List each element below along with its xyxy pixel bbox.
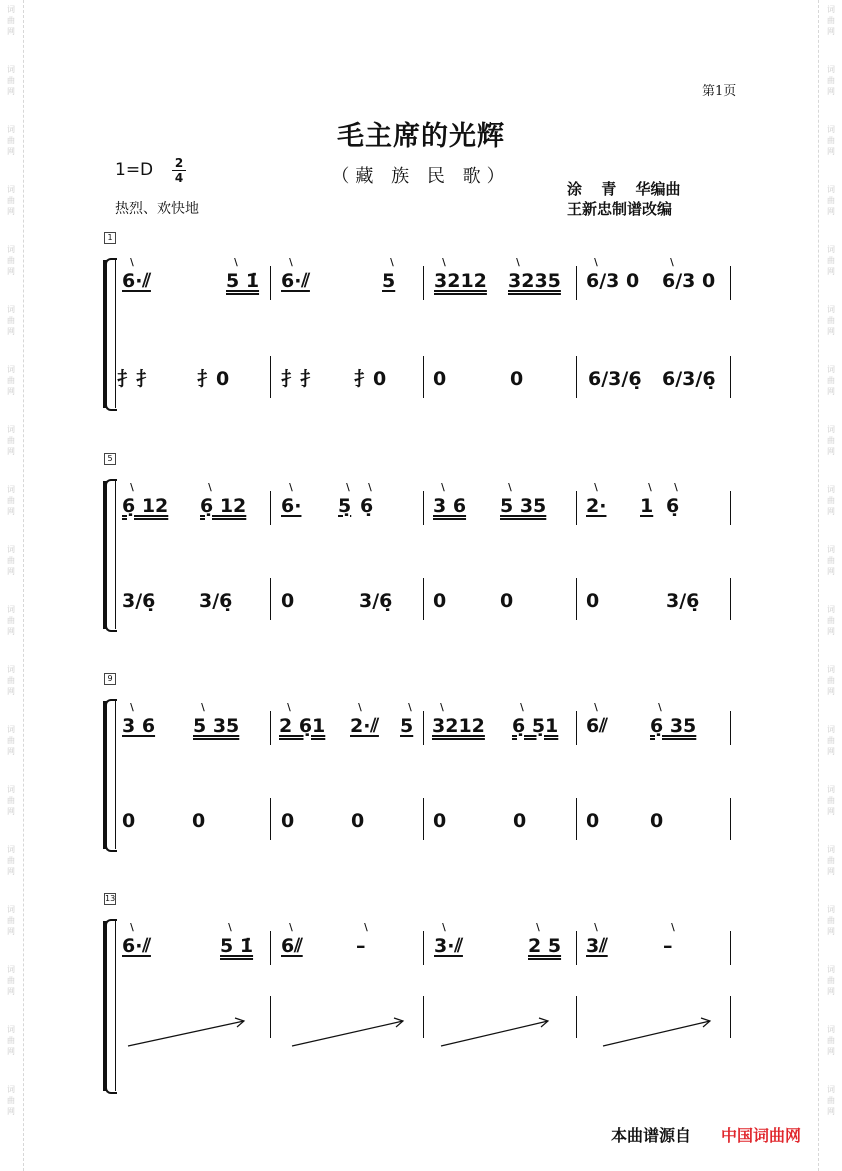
watermark-glyph: 网 bbox=[7, 147, 15, 156]
watermark-glyph: 词 bbox=[827, 1085, 835, 1094]
watermark-glyph: 词 bbox=[7, 485, 15, 494]
time-signature-bottom: 4 bbox=[174, 171, 184, 185]
watermark-glyph: 网 bbox=[7, 567, 15, 576]
articulation-mark: ﹨ bbox=[504, 479, 517, 493]
articulation-mark: ﹨ bbox=[670, 479, 683, 493]
upper-part-note: 6·⫽ bbox=[122, 935, 151, 957]
watermark-glyph: 曲 bbox=[7, 856, 15, 865]
watermark-glyph: 曲 bbox=[7, 916, 15, 925]
upper-part-note: 5 bbox=[382, 270, 396, 292]
watermark-glyph: 网 bbox=[827, 627, 835, 636]
upper-part-note: 3⫽ bbox=[586, 935, 608, 957]
watermark-glyph: 词 bbox=[827, 485, 835, 494]
watermark-glyph: 网 bbox=[7, 207, 15, 216]
lower-part-note: 3/6̣ bbox=[122, 590, 156, 612]
upper-part-note: 6̣ 5̣1 bbox=[512, 715, 559, 737]
page-number: 第1页 bbox=[702, 84, 737, 99]
lower-part-note: 0 bbox=[513, 810, 527, 832]
watermark-glyph: 曲 bbox=[827, 1096, 835, 1105]
watermark-glyph: 曲 bbox=[827, 496, 835, 505]
watermark-glyph: 词 bbox=[7, 725, 15, 734]
footer-site-name: 中国词曲网 bbox=[721, 1126, 802, 1145]
watermark-glyph: 词 bbox=[827, 1025, 835, 1034]
measure-number: 9 bbox=[104, 673, 116, 685]
watermark-glyph: 曲 bbox=[7, 436, 15, 445]
watermark-glyph: 词 bbox=[7, 845, 15, 854]
glissando-arrow bbox=[441, 1021, 548, 1046]
watermark-glyph: 网 bbox=[7, 387, 15, 396]
watermark-glyph: 网 bbox=[827, 147, 835, 156]
articulation-mark: ﹨ bbox=[126, 699, 139, 713]
upper-part-note: 6/3 0 bbox=[662, 270, 716, 292]
watermark-glyph: 网 bbox=[827, 387, 835, 396]
articulation-mark: ﹨ bbox=[590, 919, 603, 933]
articulation-mark: ﹨ bbox=[404, 699, 417, 713]
lower-part-note: 0 bbox=[433, 590, 447, 612]
articulation-mark: ﹨ bbox=[230, 254, 243, 268]
measure-number: 5 bbox=[104, 453, 116, 465]
upper-part-note: 3235 bbox=[508, 270, 561, 292]
watermark-glyph: 曲 bbox=[7, 676, 15, 685]
articulation-mark: ﹨ bbox=[438, 919, 451, 933]
lower-part-note: 0 bbox=[351, 810, 365, 832]
watermark-glyph: 网 bbox=[827, 687, 835, 696]
watermark-glyph: 曲 bbox=[827, 256, 835, 265]
lower-part-note: 0 bbox=[433, 810, 447, 832]
upper-part-note: 6·⫽ bbox=[122, 270, 151, 292]
upper-part-note: 5 35 bbox=[500, 495, 547, 517]
watermark-glyph: 网 bbox=[7, 27, 15, 36]
watermark-glyph: 网 bbox=[827, 1107, 835, 1116]
watermark-glyph: 曲 bbox=[7, 256, 15, 265]
articulation-mark: ﹨ bbox=[532, 919, 545, 933]
watermark-glyph: 曲 bbox=[827, 796, 835, 805]
upper-part-note: 2· bbox=[586, 495, 607, 517]
watermark-glyph: 曲 bbox=[827, 616, 835, 625]
watermark-glyph: 网 bbox=[827, 1047, 835, 1056]
watermark-glyph: 词 bbox=[827, 65, 835, 74]
articulation-mark: ﹨ bbox=[197, 699, 210, 713]
lower-part-note: ⺘⺘ bbox=[281, 368, 320, 390]
watermark-glyph: 词 bbox=[827, 725, 835, 734]
upper-part-note: 3·⫽ bbox=[434, 935, 463, 957]
watermark-glyph: 词 bbox=[827, 545, 835, 554]
watermark-glyph: 词 bbox=[827, 665, 835, 674]
lower-part-note: ⺘0 bbox=[197, 368, 230, 390]
articulation-mark: ﹨ bbox=[386, 254, 399, 268]
watermark-glyph: 网 bbox=[7, 87, 15, 96]
watermark-glyph: 曲 bbox=[7, 16, 15, 25]
upper-part-note: – bbox=[356, 935, 366, 957]
articulation-mark: ﹨ bbox=[364, 479, 377, 493]
lower-part-note: 0 bbox=[586, 590, 600, 612]
watermark-glyph: 网 bbox=[7, 447, 15, 456]
articulation-mark: ﹨ bbox=[204, 479, 217, 493]
articulation-mark: ﹨ bbox=[512, 254, 525, 268]
articulation-mark: ﹨ bbox=[285, 919, 298, 933]
watermark-glyph: 词 bbox=[7, 965, 15, 974]
watermark-glyph: 曲 bbox=[827, 376, 835, 385]
measure-number: 1 bbox=[104, 232, 116, 244]
watermark-glyph: 曲 bbox=[827, 316, 835, 325]
watermark-glyph: 词 bbox=[827, 425, 835, 434]
watermark-glyph: 曲 bbox=[827, 676, 835, 685]
watermark-glyph: 词 bbox=[7, 5, 15, 14]
watermark-glyph: 曲 bbox=[827, 856, 835, 865]
watermark-glyph: 网 bbox=[7, 687, 15, 696]
upper-part-note: 6⫽ bbox=[281, 935, 303, 957]
watermark-glyph: 词 bbox=[827, 365, 835, 374]
song-subtitle: （藏 族 民 歌） bbox=[331, 166, 511, 187]
watermark-glyph: 曲 bbox=[7, 376, 15, 385]
watermark-glyph: 词 bbox=[7, 1085, 15, 1094]
watermark-glyph: 曲 bbox=[7, 76, 15, 85]
lower-part-note: 3/6̣ bbox=[666, 590, 700, 612]
watermark-glyph: 词 bbox=[827, 305, 835, 314]
song-title: 毛主席的光辉 bbox=[337, 121, 505, 152]
watermark-glyph: 曲 bbox=[827, 196, 835, 205]
watermark-glyph: 词 bbox=[827, 845, 835, 854]
upper-part-note: 5 35 bbox=[193, 715, 240, 737]
watermark-glyph: 网 bbox=[827, 27, 835, 36]
lower-part-note: 0 bbox=[433, 368, 447, 390]
watermark-glyph: 曲 bbox=[7, 616, 15, 625]
watermark-glyph: 词 bbox=[827, 965, 835, 974]
upper-part-note: 1 bbox=[640, 495, 654, 517]
watermark-glyph: 网 bbox=[7, 507, 15, 516]
articulation-mark: ﹨ bbox=[516, 699, 529, 713]
articulation-mark: ﹨ bbox=[667, 919, 680, 933]
upper-part-note: 6̣ 12 bbox=[122, 495, 169, 517]
articulation-mark: ﹨ bbox=[126, 919, 139, 933]
watermark-glyph: 曲 bbox=[7, 196, 15, 205]
watermark-glyph: 网 bbox=[827, 507, 835, 516]
upper-part-note: 3 6 bbox=[122, 715, 156, 737]
watermark-glyph: 曲 bbox=[827, 1036, 835, 1045]
upper-part-note: 2 5 bbox=[528, 935, 562, 957]
watermark-glyph: 词 bbox=[7, 905, 15, 914]
upper-part-note: 6⫽ bbox=[586, 715, 608, 737]
upper-part-note: 5 1̇ bbox=[220, 935, 254, 957]
watermark-glyph: 词 bbox=[827, 605, 835, 614]
lower-part-note: 0 bbox=[500, 590, 514, 612]
watermark-glyph: 网 bbox=[7, 747, 15, 756]
watermark-glyph: 网 bbox=[827, 567, 835, 576]
watermark-glyph: 词 bbox=[7, 305, 15, 314]
lower-part-note: 6/3/6̣ bbox=[588, 368, 642, 390]
watermark-glyph: 网 bbox=[7, 807, 15, 816]
watermark-glyph: 网 bbox=[7, 327, 15, 336]
articulation-mark: ﹨ bbox=[666, 254, 679, 268]
transcriber-credit: 王新忠制谱改编 bbox=[567, 200, 673, 218]
watermark-glyph: 词 bbox=[827, 785, 835, 794]
watermark-glyph: 曲 bbox=[7, 136, 15, 145]
lower-part-note: 3/6̣ bbox=[359, 590, 393, 612]
watermark-glyph: 词 bbox=[7, 245, 15, 254]
footer-source-label: 本曲谱源自 bbox=[611, 1126, 692, 1145]
watermark-glyph: 词 bbox=[827, 905, 835, 914]
lower-part-note: 0 bbox=[586, 810, 600, 832]
watermark-glyph: 网 bbox=[827, 927, 835, 936]
arranger-credit: 涂 青 华编曲 bbox=[567, 180, 681, 198]
watermark-glyph: 曲 bbox=[827, 976, 835, 985]
watermark-glyph: 网 bbox=[7, 267, 15, 276]
watermark-glyph: 网 bbox=[827, 747, 835, 756]
watermark-glyph: 曲 bbox=[827, 436, 835, 445]
watermark-glyph: 曲 bbox=[7, 556, 15, 565]
watermark-glyph: 词 bbox=[7, 185, 15, 194]
articulation-mark: ﹨ bbox=[437, 479, 450, 493]
watermark-glyph: 曲 bbox=[7, 1036, 15, 1045]
watermark-glyph: 曲 bbox=[7, 496, 15, 505]
watermark-glyph: 词 bbox=[7, 665, 15, 674]
watermark-glyph: 词 bbox=[7, 605, 15, 614]
articulation-mark: ﹨ bbox=[126, 479, 139, 493]
upper-part-note: 3 6 bbox=[433, 495, 467, 517]
lower-part-note: 0 bbox=[192, 810, 206, 832]
tempo-marking: 热烈、欢快地 bbox=[115, 201, 199, 217]
upper-part-note: 2·⫽ bbox=[350, 715, 379, 737]
watermark-glyph: 曲 bbox=[827, 916, 835, 925]
upper-part-note: 5̣ bbox=[338, 495, 352, 517]
watermark-glyph: 词 bbox=[827, 245, 835, 254]
lower-part-note: 0 bbox=[281, 590, 295, 612]
watermark-glyph: 曲 bbox=[827, 76, 835, 85]
watermark-glyph: 词 bbox=[7, 785, 15, 794]
lower-part-note: ⺘0 bbox=[354, 368, 387, 390]
upper-part-note: 6̣ 12 bbox=[200, 495, 247, 517]
watermark-glyph: 网 bbox=[827, 207, 835, 216]
articulation-mark: ﹨ bbox=[126, 254, 139, 268]
lower-part-note: 0 bbox=[281, 810, 295, 832]
watermark-glyph: 网 bbox=[827, 87, 835, 96]
articulation-mark: ﹨ bbox=[360, 919, 373, 933]
watermark-glyph: 网 bbox=[7, 987, 15, 996]
watermark-glyph: 曲 bbox=[7, 976, 15, 985]
upper-part-note: 5 1̇ bbox=[226, 270, 260, 292]
upper-part-note: 2 6̣1 bbox=[279, 715, 326, 737]
lower-part-note: 0 bbox=[122, 810, 136, 832]
watermark-glyph: 词 bbox=[7, 1025, 15, 1034]
watermark-glyph: 词 bbox=[7, 365, 15, 374]
watermark-glyph: 网 bbox=[827, 447, 835, 456]
watermark-glyph: 网 bbox=[827, 327, 835, 336]
lower-part-note: 3/6̣ bbox=[199, 590, 233, 612]
articulation-mark: ﹨ bbox=[438, 254, 451, 268]
watermark-glyph: 词 bbox=[7, 125, 15, 134]
articulation-mark: ﹨ bbox=[590, 699, 603, 713]
watermark-glyph: 曲 bbox=[7, 316, 15, 325]
key-signature: 1=D bbox=[115, 160, 154, 180]
articulation-mark: ﹨ bbox=[283, 699, 296, 713]
articulation-mark: ﹨ bbox=[224, 919, 237, 933]
glissando-arrow bbox=[603, 1021, 710, 1046]
lower-part-note: ⺘⺘ bbox=[117, 368, 156, 390]
articulation-mark: ﹨ bbox=[342, 479, 355, 493]
lower-part-note: 0 bbox=[510, 368, 524, 390]
time-signature-top: 2 bbox=[174, 156, 184, 170]
upper-part-note: 6/3 0 bbox=[586, 270, 640, 292]
watermark-glyph: 网 bbox=[827, 867, 835, 876]
articulation-mark: ﹨ bbox=[285, 479, 298, 493]
watermark-glyph: 曲 bbox=[7, 796, 15, 805]
watermark-glyph: 网 bbox=[827, 807, 835, 816]
watermark-glyph: 网 bbox=[7, 627, 15, 636]
upper-part-note: 6·⫽ bbox=[281, 270, 310, 292]
glissando-arrow bbox=[292, 1021, 403, 1046]
articulation-mark: ﹨ bbox=[354, 699, 367, 713]
watermark-glyph: 网 bbox=[7, 1047, 15, 1056]
watermark-glyph: 词 bbox=[7, 425, 15, 434]
upper-part-note: – bbox=[663, 935, 673, 957]
upper-part-note: 5 bbox=[400, 715, 414, 737]
articulation-mark: ﹨ bbox=[436, 699, 449, 713]
watermark-glyph: 词 bbox=[7, 545, 15, 554]
upper-part-note: 3212 bbox=[434, 270, 487, 292]
upper-part-note: 3212 bbox=[432, 715, 485, 737]
articulation-mark: ﹨ bbox=[644, 479, 657, 493]
watermark-glyph: 曲 bbox=[7, 1096, 15, 1105]
articulation-mark: ﹨ bbox=[590, 479, 603, 493]
watermark-glyph: 网 bbox=[7, 927, 15, 936]
watermark-glyph: 词 bbox=[827, 125, 835, 134]
lower-part-note: 6/3/6̣ bbox=[662, 368, 716, 390]
watermark-glyph: 曲 bbox=[827, 736, 835, 745]
lower-part-note: 0 bbox=[650, 810, 664, 832]
articulation-mark: ﹨ bbox=[590, 254, 603, 268]
upper-part-note: 6̣ 35 bbox=[650, 715, 697, 737]
watermark-glyph: 词 bbox=[7, 65, 15, 74]
watermark-glyph: 网 bbox=[827, 987, 835, 996]
watermark-glyph: 网 bbox=[827, 267, 835, 276]
watermark-glyph: 曲 bbox=[827, 556, 835, 565]
watermark-glyph: 网 bbox=[7, 867, 15, 876]
upper-part-note: 6̣ bbox=[666, 495, 680, 517]
upper-part-note: 6̣ bbox=[360, 495, 374, 517]
watermark-glyph: 曲 bbox=[827, 136, 835, 145]
watermark-glyph: 曲 bbox=[7, 736, 15, 745]
articulation-mark: ﹨ bbox=[285, 254, 298, 268]
upper-part-note: 6· bbox=[281, 495, 302, 517]
articulation-mark: ﹨ bbox=[654, 699, 667, 713]
measure-number: 13 bbox=[105, 894, 116, 903]
glissando-arrow bbox=[128, 1021, 244, 1046]
watermark-glyph: 词 bbox=[827, 5, 835, 14]
watermark-glyph: 词 bbox=[827, 185, 835, 194]
watermark-glyph: 曲 bbox=[827, 16, 835, 25]
watermark-glyph: 网 bbox=[7, 1107, 15, 1116]
